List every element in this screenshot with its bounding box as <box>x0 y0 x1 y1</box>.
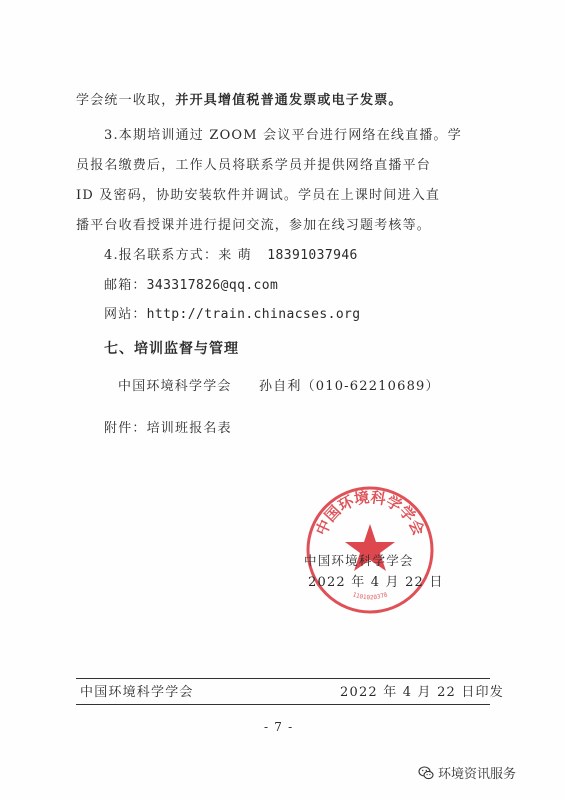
official-seal <box>304 484 436 616</box>
paragraph-3-line-4: 播平台收看授课并进行提问交流，参加在线习题考核等。 <box>76 218 432 233</box>
website-value: http://train.chinacses.org <box>146 307 361 322</box>
email-label: 邮箱： <box>104 278 147 293</box>
paragraph-3-line-3: ID 及密码，协助安装软件并调试。学员在上课时间进入直 <box>76 188 441 203</box>
contact-line <box>104 247 358 265</box>
footer-top-rule <box>76 678 490 679</box>
seal-text: 中国环境科学学会 <box>312 488 428 539</box>
text-line-1-plain: 学会统一收取， <box>76 93 176 108</box>
signature-date: 2022 年 4 月 22 日 <box>308 575 444 590</box>
supervisor-line <box>118 378 440 396</box>
contact-label: 4.报名联系方式：来 萌 <box>104 248 252 263</box>
website-line <box>104 306 361 324</box>
watermark <box>418 763 516 782</box>
contact-phone: 18391037946 <box>267 248 358 263</box>
paragraph-3-line-1: 3.本期培训通过 ZOOM 会议平台进行网络在线直播。学 <box>104 128 462 143</box>
paragraph-3-line-2: 员报名缴费后，工作人员将联系学员并提供网络直播平台 <box>76 158 432 173</box>
seal-serial: 1101020378 <box>351 591 389 602</box>
website-label: 网站： <box>104 307 147 322</box>
attachment-line: 附件：培训班报名表 <box>104 421 232 436</box>
email-line <box>104 277 278 295</box>
svg-text:1101020378 <box>352 591 389 601</box>
email-value: 343317826@qq.com <box>146 278 279 293</box>
footer-issue-date: 2022 年 4 月 22 日印发 <box>340 685 504 700</box>
wechat-icon <box>418 765 434 781</box>
footer-bottom-rule <box>76 704 490 705</box>
text-line-1-bold: 并开具增值税普通发票或电子发票。 <box>175 93 403 108</box>
footer-issuer: 中国环境科学学会 <box>80 685 194 700</box>
signature-org: 中国环境科学学会 <box>304 553 414 568</box>
supervisor-org: 中国环境科学学会 <box>118 379 232 394</box>
section-heading: 七、培训监督与管理 <box>104 341 239 357</box>
text-line-1 <box>76 92 403 110</box>
page-number: - 7 - <box>264 720 294 734</box>
watermark-text: 环境资讯服务 <box>438 767 517 782</box>
supervisor-person: 孙自利（010-62210689） <box>258 379 440 394</box>
